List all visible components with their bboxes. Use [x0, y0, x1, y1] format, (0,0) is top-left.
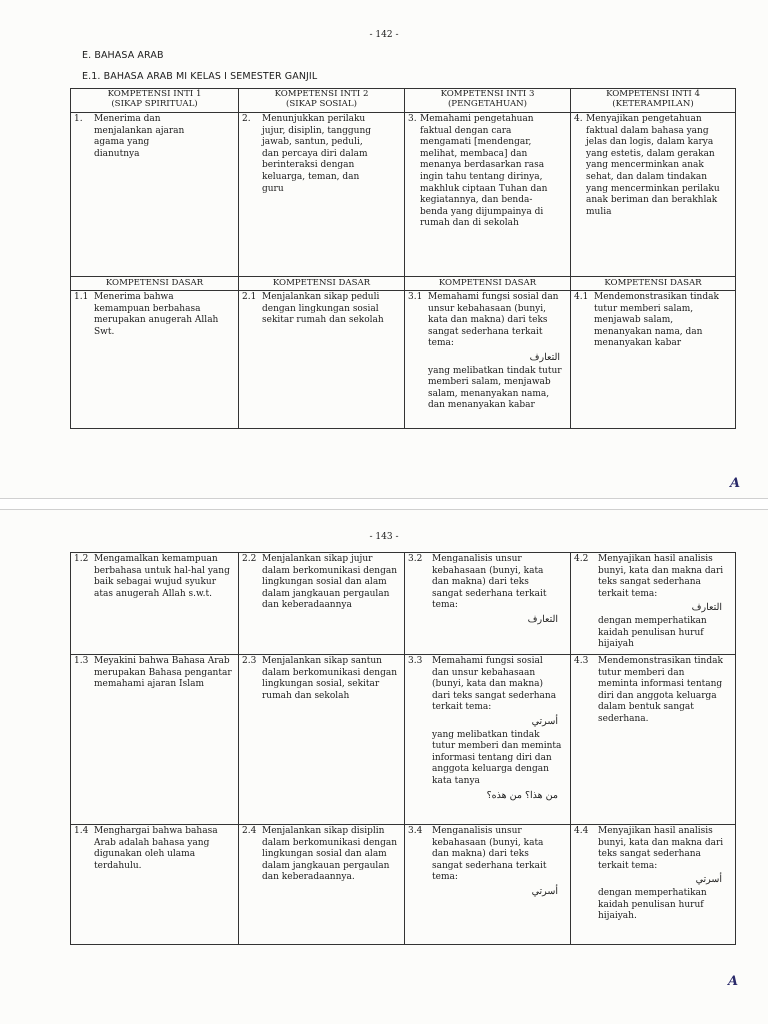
kd-item-4-4: 4.4 Menyajikan hasil analisis bunyi, kata dan makna dari teks sangat sederhana terkait tema: أسرتي dengan memperhatikan kaidah penulisan huruf hijaiyah. — [571, 825, 736, 945]
ki-item-1: 1. Menerima dan menjalankan ajaran agama yang dianutnya — [71, 113, 239, 277]
page-divider — [0, 498, 768, 510]
kd-header-3: KOMPETENSI DASAR — [405, 277, 571, 291]
arabic-theme: أسرتي — [531, 715, 558, 727]
kd-item-2-4: 2.4 Menjalankan sikap disiplin dalam berkomunikasi dengan lingkungan sosial dan alam dalam jangkauan pergaulan dan keberadaannya. — [239, 825, 405, 945]
kd-item-3-4: 3.4 Menganalisis unsur kebahasaan (bunyi, kata dan makna) dari teks sangat sederhana terkait tema: أسرتي — [405, 825, 571, 945]
section-title: E. BAHASA ARAB — [82, 50, 164, 61]
kd-row-1 — [71, 291, 736, 429]
initial-mark: A — [730, 476, 741, 491]
ki-item-4: 4. Menyajikan pengetahuan faktual dalam bahasa yang jelas dan logis, dalam karya yang estetis, dalam gerakan yang mencerminkan anak sehat, dan dalam tindakan yang mencerminkan perilaku anak beriman dan berakhlak mulia — [571, 113, 736, 277]
kd-item-2-3: 2.3 Menjalankan sikap santun dalam berkomunikasi dengan lingkungan sosial, sekitar rumah dan sekolah — [239, 655, 405, 825]
kd-header-2: KOMPETENSI DASAR — [239, 277, 405, 291]
ki-item-2: 2. Menunjukkan perilaku jujur, disiplin, tanggung jawab, santun, peduli, dan percaya diri dalam berinteraksi dengan keluarga, teman, dan guru — [239, 113, 405, 277]
ki-item-3: 3. Memahami pengetahuan faktual dengan cara mengamati [mendengar, melihat, membaca] dan menanya berdasarkan rasa ingin tahu tentang dirinya, makhluk ciptaan Tuhan dan kegiatannya, dan benda-benda yang dijumpainya di rumah dan di sekolah — [405, 113, 571, 277]
kd-text: Memahami fungsi sosial dan unsur kebahasaan (bunyi, kata dan makna) dari teks sangat sederhana terkait tema: — [428, 292, 559, 349]
kd-item-3-1: 3.1 Memahami fungsi sosial dan unsur kebahasaan (bunyi, kata dan makna) dari teks sangat sederhana terkait tema: التعارف yang melibatkan tindak tutur memberi salam, menjawab salam, menanyakan nama, dan menanyakan kabar — [405, 291, 571, 429]
ki-header-4: KOMPETENSI INTI 4 (KETERAMPILAN) — [571, 89, 736, 113]
arabic-theme: التعارف — [529, 351, 560, 363]
kd-item-3-3: 3.3 Memahami fungsi sosial dan unsur kebahasaan (bunyi, kata dan makna) dari teks sangat sederhana terkait tema: أسرتي yang melibatkan tindak tutur memberi dan meminta informasi tentang diri dan anggota keluarga dengan kata tanya من هذا؟ من هذه؟ — [405, 655, 571, 825]
arabic-theme: التعارف — [527, 613, 558, 625]
page-143 — [0, 510, 768, 1024]
arabic-question-words: من هذا؟ من هذه؟ — [486, 789, 558, 801]
kd-item-4-3: 4.3 Mendemonstrasikan tindak tutur memberi dan meminta informasi tentang diri dan anggota keluarga dalam bentuk sangat sederhana. — [571, 655, 736, 825]
kd-item-1-4: 1.4 Menghargai bahwa bahasa Arab adalah bahasa yang digunakan oleh ulama terdahulu. — [71, 825, 239, 945]
ki-header-2: KOMPETENSI INTI 2 (SIKAP SOSIAL) — [239, 89, 405, 113]
kd-item-1-2: 1.2 Mengamalkan kemampuan berbahasa untuk hal-hal yang baik sebagai wujud syukur atas anugerah Allah s.w.t. — [71, 553, 239, 655]
initial-mark: A — [728, 974, 739, 989]
kd-item-4-2: 4.2 Menyajikan hasil analisis bunyi, kata dan makna dari teks sangat sederhana terkait tema: التعارف dengan memperhatikan kaidah penulisan huruf hijaiyah — [571, 553, 736, 655]
arabic-theme: أسرتي — [531, 885, 558, 897]
ki-header-row — [71, 89, 736, 113]
arabic-theme: أسرتي — [695, 874, 722, 886]
kd-item-3-2: 3.2 Menganalisis unsur kebahasaan (bunyi, kata dan makna) dari teks sangat sederhana terkait tema: التعارف — [405, 553, 571, 655]
subsection-title: E.1. BAHASA ARAB MI KELAS I SEMESTER GANJIL — [82, 71, 318, 82]
page-142 — [0, 0, 768, 498]
kd-header-4: KOMPETENSI DASAR — [571, 277, 736, 291]
kd-row-3 — [71, 655, 736, 825]
kd-item-4-1: 4.1 Mendemonstrasikan tindak tutur memberi salam, menjawab salam, menanyakan nama, dan menanyakan kabar — [571, 291, 736, 429]
ki-header-1: KOMPETENSI INTI 1 (SIKAP SPIRITUAL) — [71, 89, 239, 113]
kd-item-1-1: 1.1 Menerima bahwa kemampuan berbahasa merupakan anugerah Allah Swt. — [71, 291, 239, 429]
page-number: - 143 - — [369, 532, 399, 542]
kd-item-2-2: 2.2 Menjalankan sikap jujur dalam berkomunikasi dengan lingkungan sosial dan alam dalam jangkauan pergaulan dan keberadaannya — [239, 553, 405, 655]
competency-table-page-143 — [70, 552, 736, 945]
competency-table-page-142 — [70, 88, 736, 429]
ki-content-row — [71, 113, 736, 277]
page-number: - 142 - — [369, 30, 399, 40]
kd-text-2: yang melibatkan tindak tutur memberi salam, menjawab salam, menanyakan nama, dan menanyakan kabar — [428, 365, 562, 411]
kd-row-2 — [71, 553, 736, 655]
kd-header-row — [71, 277, 736, 291]
arabic-theme: التعارف — [691, 602, 722, 614]
kd-header-1: KOMPETENSI DASAR — [71, 277, 239, 291]
kd-item-2-1: 2.1 Menjalankan sikap peduli dengan lingkungan sosial sekitar rumah dan sekolah — [239, 291, 405, 429]
kd-row-4 — [71, 825, 736, 945]
kd-item-1-3: 1.3 Meyakini bahwa Bahasa Arab merupakan Bahasa pengantar memahami ajaran Islam — [71, 655, 239, 825]
ki-header-3: KOMPETENSI INTI 3 (PENGETAHUAN) — [405, 89, 571, 113]
